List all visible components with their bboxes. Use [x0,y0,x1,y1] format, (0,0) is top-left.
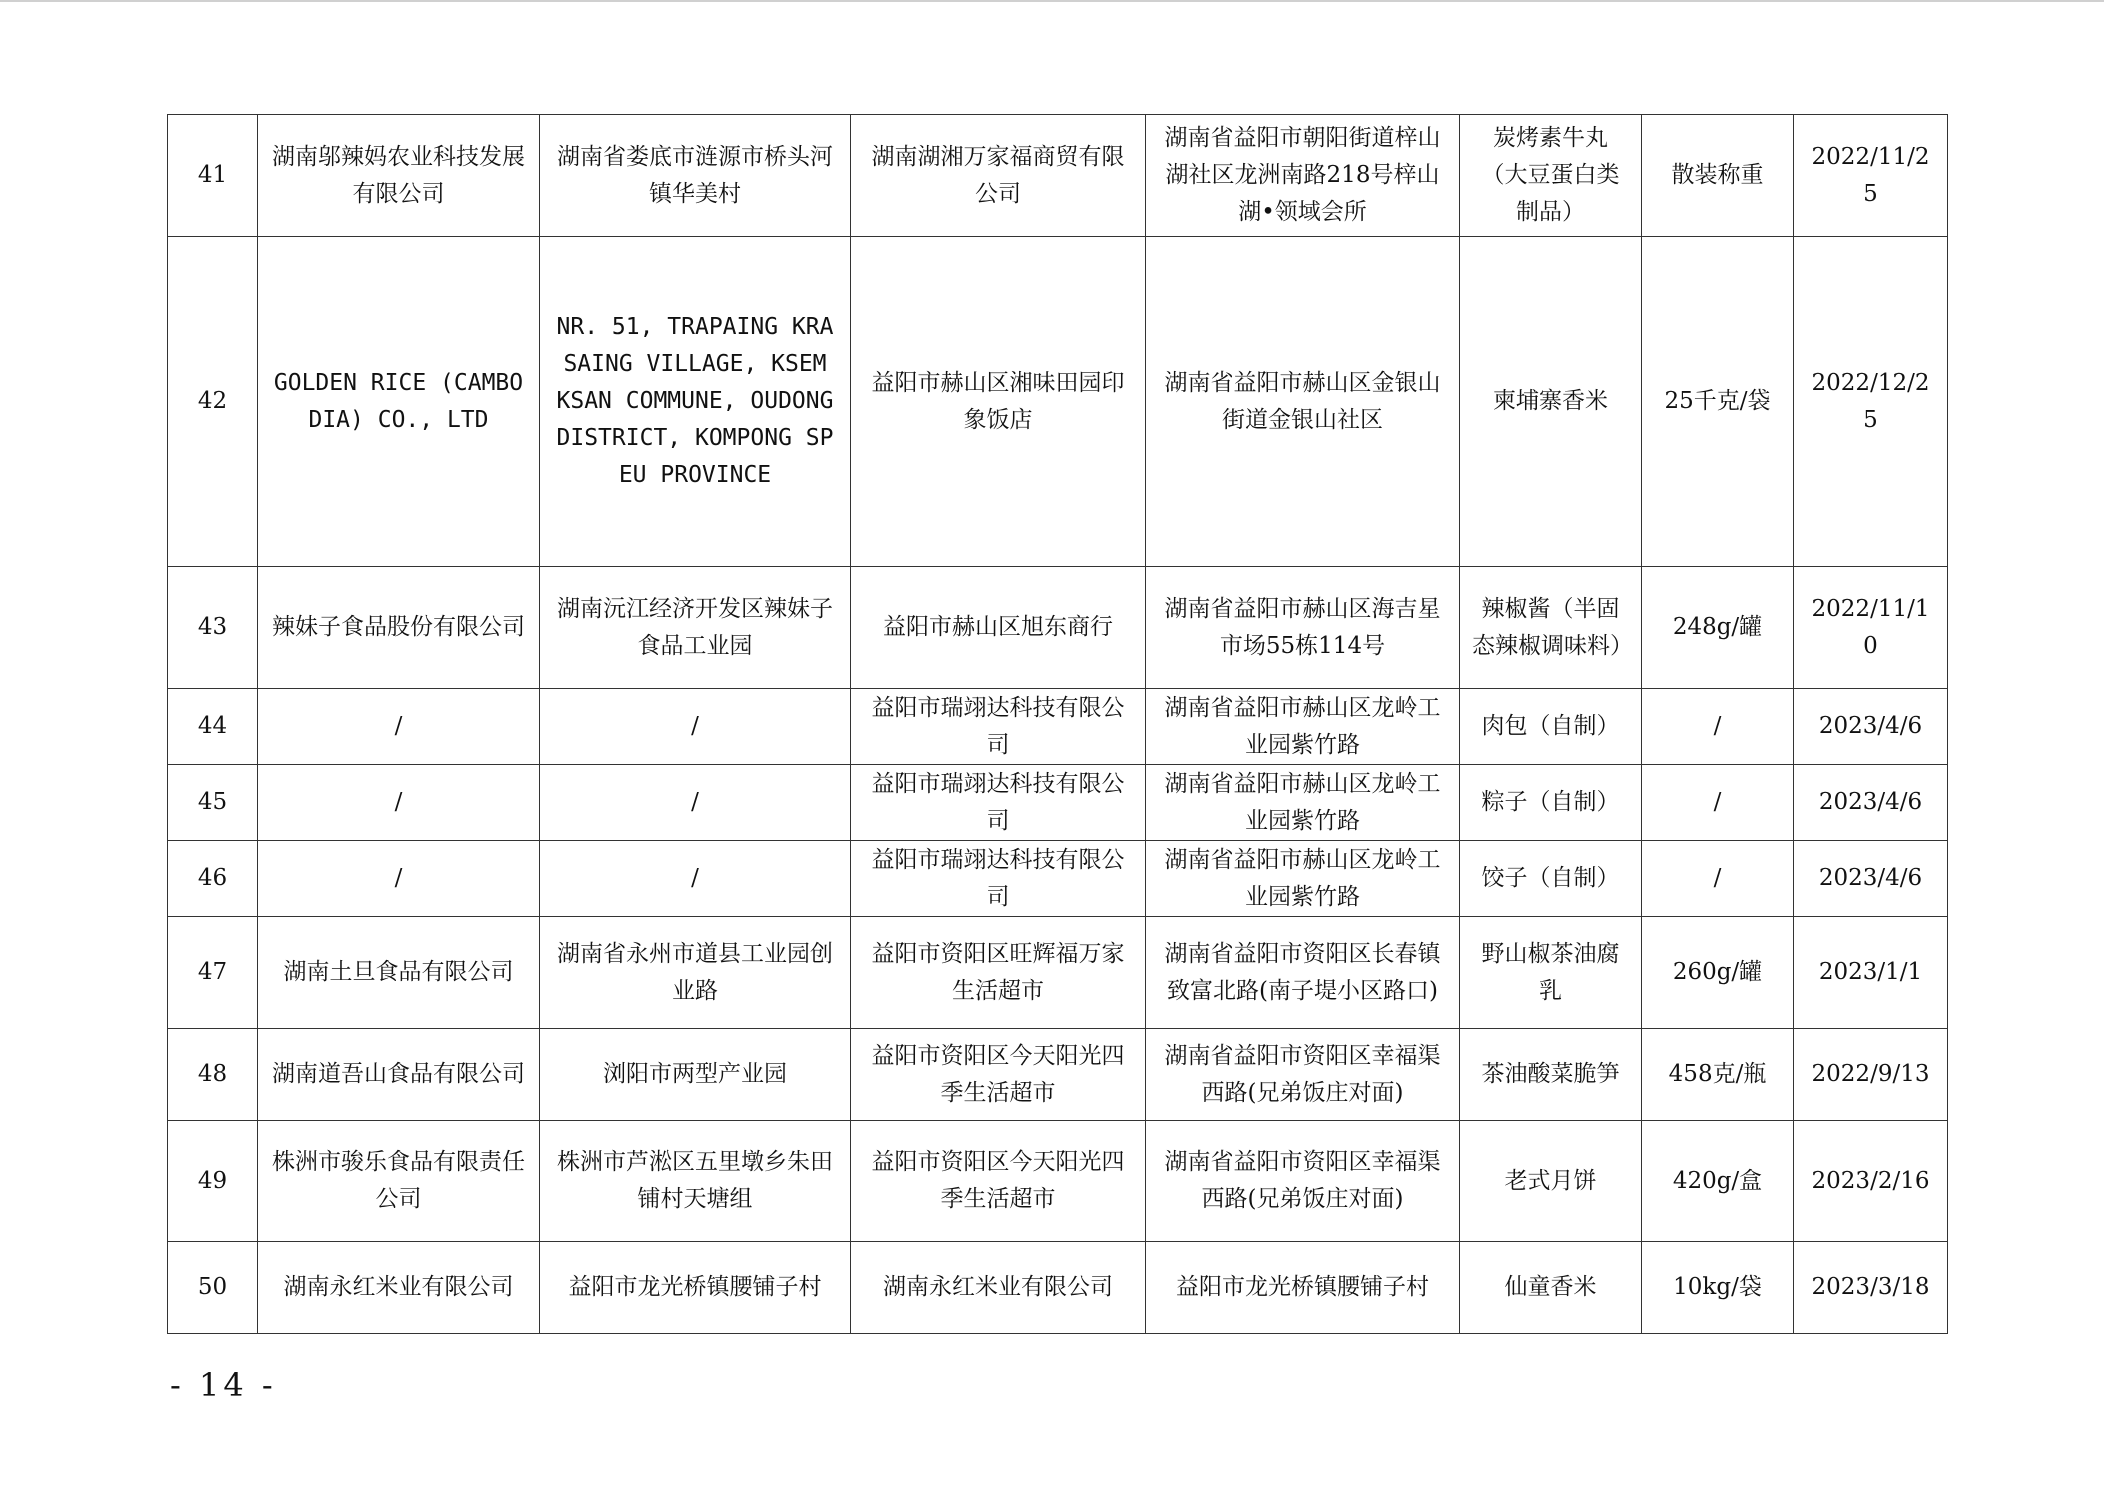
table-row [168,237,1948,567]
table-row [168,689,1948,765]
table-row [168,1121,1948,1242]
sampled-unit-name-cell: 益阳市赫山区旭东商行 [851,567,1146,689]
production-date-cell: 2022/12/25 [1794,237,1948,567]
page-top-border [0,0,2104,2]
specification-cell: 260g/罐 [1642,917,1794,1029]
row-number-cell: 48 [168,1029,258,1121]
sampled-unit-name-cell: 益阳市瑞翊达科技有限公司 [851,689,1146,765]
manufacturer-address-cell: 湖南沅江经济开发区辣妹子食品工业园 [540,567,851,689]
sampled-unit-name-cell: 益阳市资阳区旺辉福万家生活超市 [851,917,1146,1029]
row-number-cell: 45 [168,765,258,841]
manufacturer-address-cell: / [540,689,851,765]
manufacturer-address-cell: 浏阳市两型产业园 [540,1029,851,1121]
product-name-cell: 肉包（自制） [1460,689,1642,765]
table-row [168,567,1948,689]
row-number-cell: 44 [168,689,258,765]
manufacturer-name-cell: 株洲市骏乐食品有限责任公司 [258,1121,540,1242]
sampled-unit-name-cell: 湖南永红米业有限公司 [851,1242,1146,1334]
manufacturer-address-cell: / [540,765,851,841]
specification-cell: 25千克/袋 [1642,237,1794,567]
production-date-cell: 2023/2/16 [1794,1121,1948,1242]
product-name-cell: 茶油酸菜脆笋 [1460,1029,1642,1121]
manufacturer-address-cell: 湖南省娄底市涟源市桥头河镇华美村 [540,115,851,237]
sampled-unit-address-cell: 湖南省益阳市赫山区龙岭工业园紫竹路 [1146,765,1460,841]
product-name-cell: 柬埔寨香米 [1460,237,1642,567]
sampled-unit-name-cell: 益阳市资阳区今天阳光四季生活超市 [851,1121,1146,1242]
specification-cell: / [1642,765,1794,841]
production-date-cell: 2022/11/10 [1794,567,1948,689]
row-number-cell: 50 [168,1242,258,1334]
manufacturer-name-cell: 湖南永红米业有限公司 [258,1242,540,1334]
sampled-unit-address-cell: 湖南省益阳市资阳区幸福渠西路(兄弟饭庄对面) [1146,1029,1460,1121]
sampled-unit-address-cell: 湖南省益阳市赫山区海吉星市场55栋114号 [1146,567,1460,689]
row-number-cell: 42 [168,237,258,567]
product-name-cell: 粽子（自制） [1460,765,1642,841]
sampled-unit-address-cell: 湖南省益阳市赫山区龙岭工业园紫竹路 [1146,841,1460,917]
manufacturer-name-cell: 湖南邬辣妈农业科技发展有限公司 [258,115,540,237]
sampled-unit-address-cell: 湖南省益阳市资阳区幸福渠西路(兄弟饭庄对面) [1146,1121,1460,1242]
product-name-cell: 野山椒茶油腐乳 [1460,917,1642,1029]
production-date-cell: 2023/3/18 [1794,1242,1948,1334]
specification-cell: 散装称重 [1642,115,1794,237]
sampled-unit-name-cell: 益阳市资阳区今天阳光四季生活超市 [851,1029,1146,1121]
table-body [168,115,1948,1334]
sampled-unit-address-cell: 湖南省益阳市资阳区长春镇致富北路(南子堤小区路口) [1146,917,1460,1029]
row-number-cell: 47 [168,917,258,1029]
product-name-cell: 饺子（自制） [1460,841,1642,917]
specification-cell: / [1642,689,1794,765]
sampled-unit-name-cell: 益阳市瑞翊达科技有限公司 [851,841,1146,917]
manufacturer-address-cell: / [540,841,851,917]
manufacturer-address-cell: 益阳市龙光桥镇腰铺子村 [540,1242,851,1334]
manufacturer-name-cell: / [258,841,540,917]
table-row [168,115,1948,237]
manufacturer-address-cell: 株洲市芦淞区五里墩乡朱田铺村天塘组 [540,1121,851,1242]
sampled-unit-name-cell: 湖南湖湘万家福商贸有限公司 [851,115,1146,237]
production-date-cell: 2023/1/1 [1794,917,1948,1029]
product-name-cell: 炭烤素牛丸（大豆蛋白类制品） [1460,115,1642,237]
row-number-cell: 49 [168,1121,258,1242]
row-number-cell: 41 [168,115,258,237]
row-number-cell: 46 [168,841,258,917]
production-date-cell: 2023/4/6 [1794,765,1948,841]
sampled-unit-address-cell: 湖南省益阳市赫山区金银山街道金银山社区 [1146,237,1460,567]
product-name-cell: 辣椒酱（半固态辣椒调味料） [1460,567,1642,689]
sampled-unit-name-cell: 益阳市赫山区湘味田园印象饭店 [851,237,1146,567]
product-name-cell: 仙童香米 [1460,1242,1642,1334]
manufacturer-address-cell: NR. 51, TRAPAING KRASAING VILLAGE, KSEM KSAN COMMUNE, OUDONG DISTRICT, KOMPONG SPEU PROVINCE [540,237,851,567]
sampling-results-table [167,114,1948,1334]
manufacturer-name-cell: / [258,765,540,841]
product-name-cell: 老式月饼 [1460,1121,1642,1242]
specification-cell: / [1642,841,1794,917]
manufacturer-name-cell: / [258,689,540,765]
specification-cell: 248g/罐 [1642,567,1794,689]
sampled-unit-address-cell: 湖南省益阳市朝阳街道梓山湖社区龙洲南路218号梓山湖•领域会所 [1146,115,1460,237]
manufacturer-address-cell: 湖南省永州市道县工业园创业路 [540,917,851,1029]
specification-cell: 420g/盒 [1642,1121,1794,1242]
row-number-cell: 43 [168,567,258,689]
manufacturer-name-cell: GOLDEN RICE (CAMBODIA) CO., LTD [258,237,540,567]
production-date-cell: 2023/4/6 [1794,689,1948,765]
table-row [168,841,1948,917]
specification-cell: 458克/瓶 [1642,1029,1794,1121]
specification-cell: 10kg/袋 [1642,1242,1794,1334]
production-date-cell: 2023/4/6 [1794,841,1948,917]
production-date-cell: 2022/9/13 [1794,1029,1948,1121]
sampled-unit-address-cell: 湖南省益阳市赫山区龙岭工业园紫竹路 [1146,689,1460,765]
table-row [168,1029,1948,1121]
manufacturer-name-cell: 湖南土旦食品有限公司 [258,917,540,1029]
manufacturer-name-cell: 辣妹子食品股份有限公司 [258,567,540,689]
page-number: - 14 - [170,1366,277,1404]
sampled-unit-address-cell: 益阳市龙光桥镇腰铺子村 [1146,1242,1460,1334]
manufacturer-name-cell: 湖南道吾山食品有限公司 [258,1029,540,1121]
table-row [168,765,1948,841]
sampled-unit-name-cell: 益阳市瑞翊达科技有限公司 [851,765,1146,841]
table-row [168,917,1948,1029]
table-row [168,1242,1948,1334]
production-date-cell: 2022/11/25 [1794,115,1948,237]
